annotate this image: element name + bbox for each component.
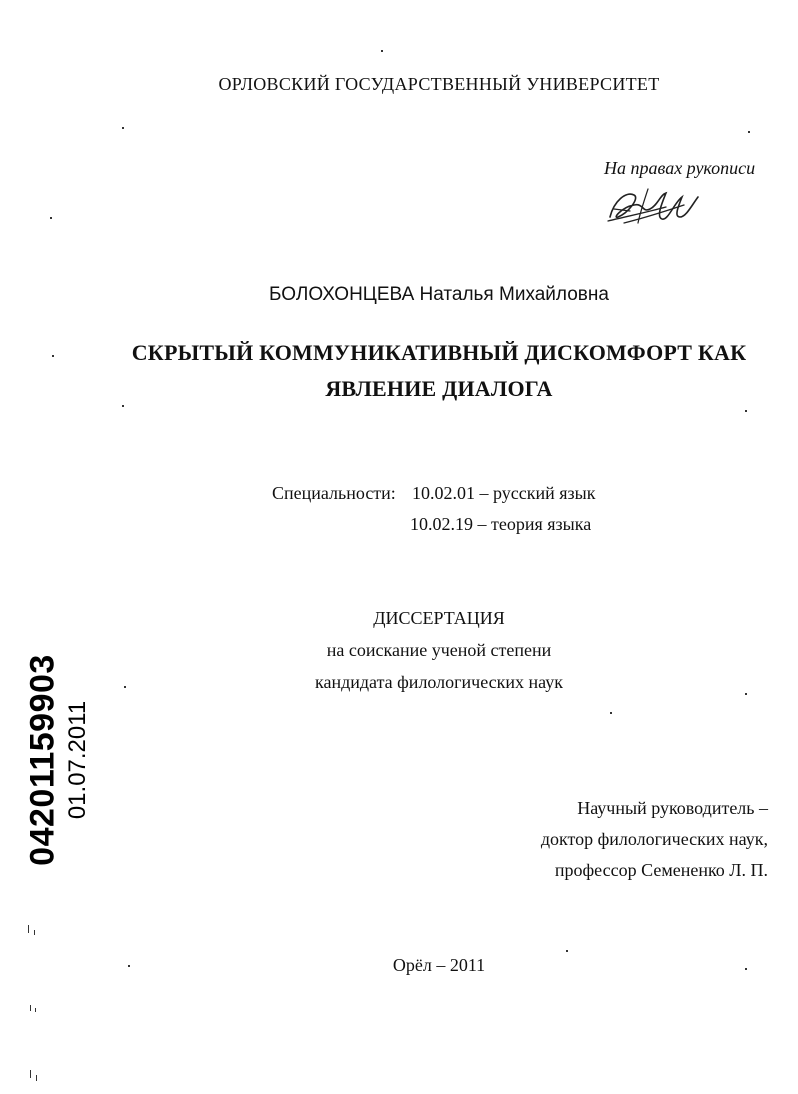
scan-speck: [34, 930, 35, 935]
scan-speck: [745, 968, 747, 970]
signature-icon: [604, 183, 700, 227]
advisor-name: профессор Семененко Л. П.: [554, 860, 768, 880]
thesis-title-line-2: ЯВЛЕНИЕ ДИАЛОГА: [325, 376, 553, 401]
advisor-role: Научный руководитель –: [577, 798, 768, 818]
advisor-degree: доктор филологических наук,: [540, 829, 768, 849]
author-name: БОЛОХОНЦЕВА Наталья Михайловна: [269, 284, 609, 305]
scan-speck: [30, 1005, 31, 1011]
dissertation-degree: кандидата филологических наук: [315, 672, 563, 692]
manuscript-rights-note: На правах рукописи: [604, 158, 756, 178]
thesis-title-line-1: СКРЫТЫЙ КОММУНИКАТИВНЫЙ ДИСКОМФОРТ КАК: [131, 340, 747, 365]
catalog-number-stamp: 04201159903: [23, 654, 62, 866]
dissertation-purpose: на соискание ученой степени: [326, 640, 552, 660]
scan-speck: [124, 686, 126, 688]
specialty-item: 10.02.01 – русский язык: [412, 483, 596, 503]
scan-speck: [36, 1075, 37, 1081]
scan-speck: [745, 693, 747, 695]
university-name: ОРЛОВСКИЙ ГОСУДАРСТВЕННЫЙ УНИВЕРСИТЕТ: [218, 74, 660, 94]
scan-speck: [745, 410, 747, 412]
specialties-label: Специальности:: [272, 483, 396, 503]
scan-speck: [30, 1070, 31, 1078]
scan-speck: [122, 405, 124, 407]
scan-speck: [35, 1008, 36, 1012]
scan-speck: [122, 127, 124, 129]
scan-speck: [381, 50, 383, 52]
city-year: Орёл – 2011: [392, 955, 486, 975]
scan-speck: [128, 965, 130, 967]
scan-speck: [50, 217, 52, 219]
scan-speck: [610, 712, 612, 714]
scan-speck: [28, 925, 29, 933]
dissertation-heading: ДИССЕРТАЦИЯ: [373, 608, 505, 628]
specialty-item: 10.02.19 – теория языка: [410, 514, 592, 534]
catalog-date-stamp: 01.07.2011: [64, 700, 91, 820]
scan-speck: [52, 355, 54, 357]
scan-speck: [566, 950, 568, 952]
scan-speck: [748, 131, 750, 133]
